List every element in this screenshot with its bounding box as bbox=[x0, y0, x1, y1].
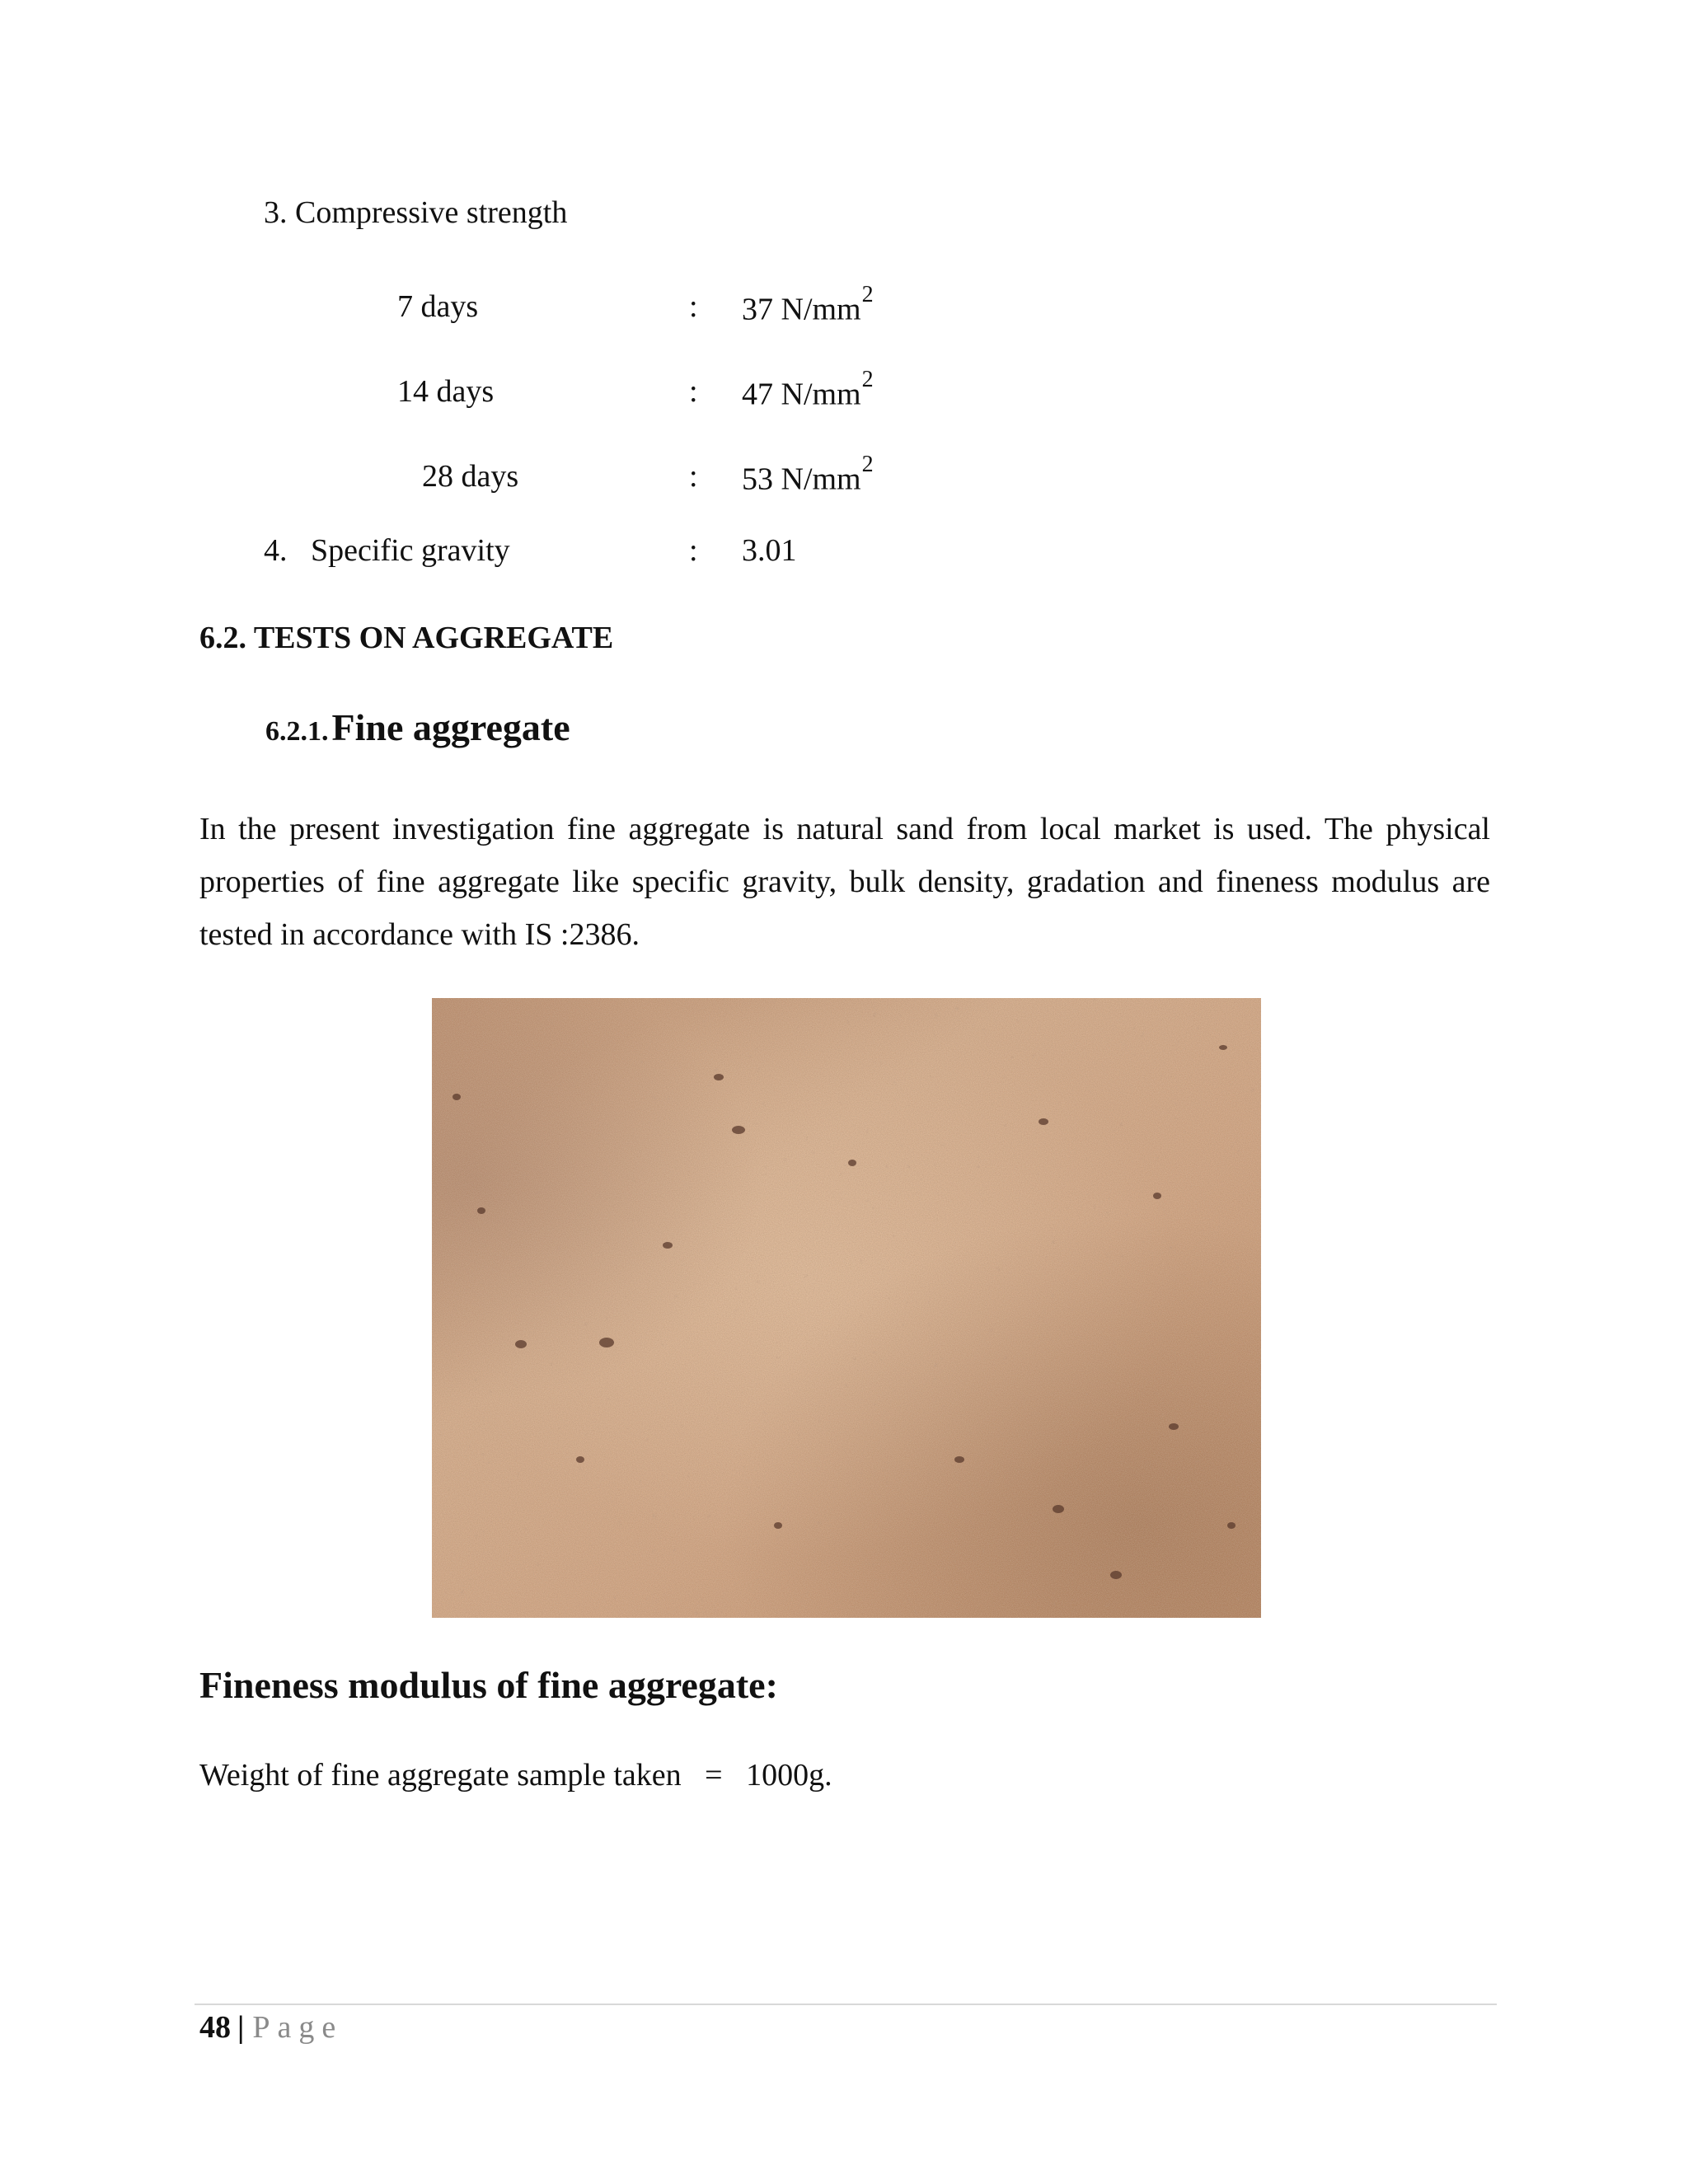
page-number: 48 bbox=[199, 2010, 231, 2045]
fine-aggregate-photo bbox=[432, 998, 1261, 1618]
fineness-modulus-heading: Fineness modulus of fine aggregate: bbox=[199, 1664, 778, 1706]
page-word: Page bbox=[252, 2010, 344, 2045]
specific-gravity-value: 3.01 bbox=[742, 533, 797, 568]
row-colon: : bbox=[689, 289, 698, 324]
compressive-strength-heading: 3. Compressive strength bbox=[264, 195, 568, 230]
row-label-14-days: 14 days bbox=[397, 374, 495, 409]
body-paragraph: In the present investigation fine aggregate is natural sand from local market is used. The physical properties of fine aggregate like specific gravity, bulk density, gradation and fineness modulus are tested in accordance with IS :2386. bbox=[199, 812, 1490, 952]
subsection-title: Fine aggregate bbox=[331, 706, 570, 748]
row-value-7-days: 37 $N/mm^2$ bbox=[742, 282, 874, 327]
sample-weight-line: Weight of fine aggregate sample taken = 1000g. bbox=[199, 1758, 832, 1793]
section-heading: 6.2. TESTS ON AGGREGATE bbox=[199, 621, 614, 655]
row-colon: : bbox=[689, 374, 698, 409]
subsection-heading bbox=[265, 705, 570, 749]
footer-divider bbox=[195, 2004, 1497, 2005]
specific-gravity-colon: : bbox=[689, 533, 698, 568]
subsection-number: 6.2.1. bbox=[265, 716, 329, 747]
row-colon: : bbox=[689, 459, 698, 494]
footer-separator: | bbox=[237, 2010, 245, 2045]
page-footer bbox=[199, 2009, 343, 2046]
row-label-28-days: 28 days bbox=[422, 459, 519, 494]
row-value-14-days: 47 $N/mm^2$ bbox=[742, 367, 874, 412]
row-label-7-days: 7 days bbox=[397, 289, 479, 324]
specific-gravity-label: 4. Specific gravity bbox=[264, 533, 510, 568]
row-value-28-days: 53 $N/mm^2$ bbox=[742, 452, 874, 497]
